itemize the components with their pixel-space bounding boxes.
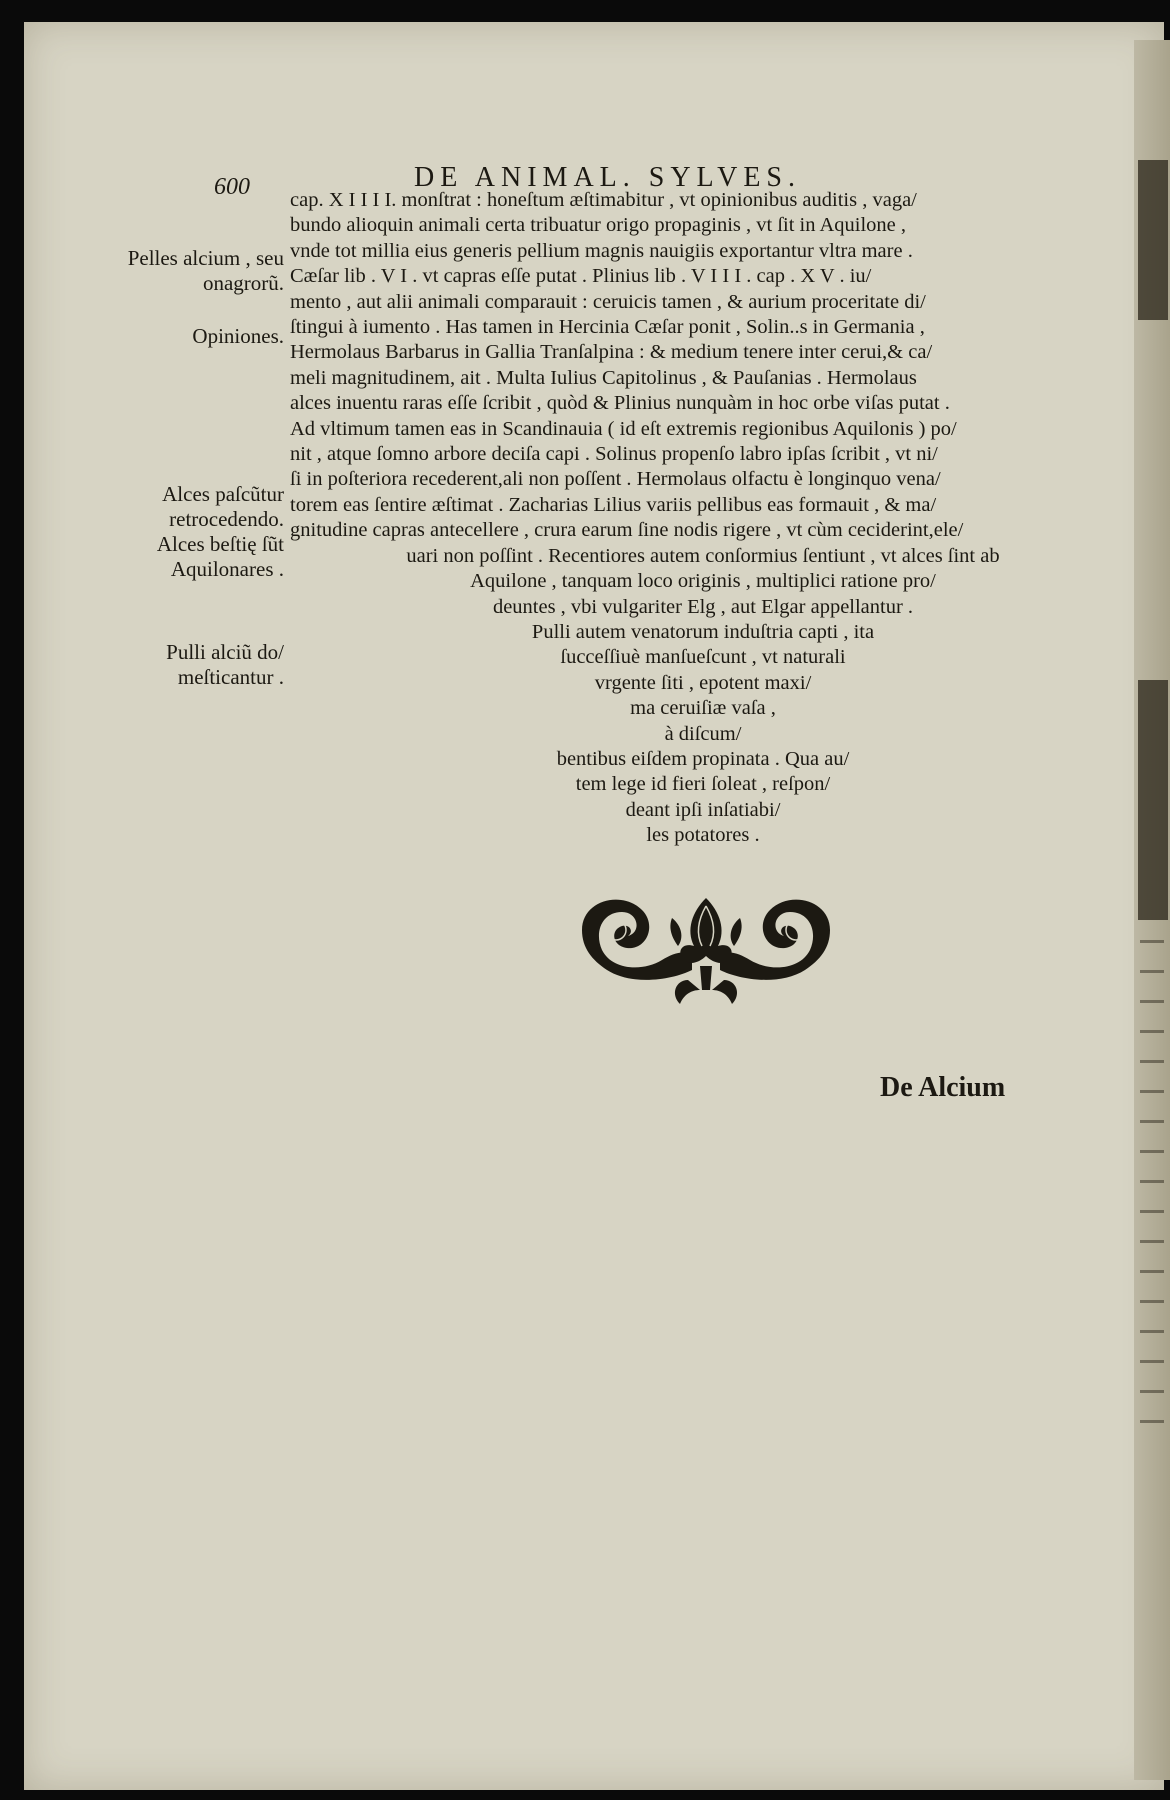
taper-line: vrgente ſiti , epotent maxi/: [594, 671, 812, 694]
taper-line: Pulli autem venatorum induſtria capti , ita: [531, 620, 875, 643]
taper-line: uari non poſſint . Recentiores autem conſormius ſentiunt , vt alces ſint ab: [406, 544, 1000, 567]
text-line: alces inuentu raras eſſe ſcribit , quòd & Plinius nunquàm in hoc orbe viſas putat .: [290, 392, 950, 415]
catchword: De Alcium: [880, 1072, 1006, 1103]
text-line: torem eas ſentire æſtimat . Zacharias Lilius variis pellibus eas formauit , & ma/: [290, 493, 937, 516]
taper-line: tem lege id fieri ſoleat , reſpon/: [575, 773, 831, 796]
text-line: gnitudine capras antecellere , crura earum ſine nodis rigere , vt cùm ceciderint,ele/: [290, 519, 964, 542]
page-number: 600: [214, 174, 250, 200]
text-line: Cæſar lib . V I . vt capras eſſe putat . Plinius lib . V I I I . cap . X V . iu/: [290, 265, 872, 288]
margin-note-pelles: Pelles alcium , seu onagrorũ.: [127, 246, 284, 295]
taper-line: ſucceſſiuè manſueſcunt , vt naturali: [560, 646, 846, 669]
margin-note-pulli: Pulli alciũ do/ meſticantur .: [166, 640, 284, 689]
taper-line: ma ceruiſiæ vaſa ,: [630, 697, 776, 720]
body-text: [290, 188, 1116, 849]
taper-line: deant ipſi inſatiabi/: [625, 798, 781, 821]
taper-line: Aquilone , tanquam loco originis , multiplici ratione pro/: [470, 570, 936, 593]
text-line: nit , atque ſomno arbore deciſa capi . Solinus propenſo labro ipſas ſcribit , vt ni/: [290, 443, 938, 466]
printers-ornament: [572, 890, 840, 1010]
text-line: Hermolaus Barbarus in Gallia Tranſalpina : & medium tenere inter cerui,& ca/: [290, 341, 933, 364]
text-line: Ad vltimum tamen eas in Scandinauia ( id eſt extremis regionibus Aquilonis ) po/: [290, 417, 957, 440]
taper-line: les potatores .: [646, 824, 760, 847]
margin-note-opiniones: Opiniones.: [192, 324, 284, 348]
text-line: bundo alioquin animali certa tribuatur origo propaginis , vt ſit in Aquilone ,: [290, 214, 907, 237]
running-title: DE ANIMAL. SYLVES.: [414, 162, 801, 193]
margin-note-alces-pascuntur: Alces paſcũtur retrocedendo.: [162, 482, 284, 531]
taper-line: deuntes , vbi vulgariter Elg , aut Elgar appellantur .: [492, 595, 914, 618]
text-line: meli magnitudinem, ait . Multa Iulius Capitolinus , & Pauſanias . Hermolaus: [290, 366, 917, 389]
text-line: ſi in poſteriora recederent,ali non poſſent . Hermolaus olfactu è longinquo vena/: [290, 468, 941, 491]
text-line: vnde tot millia eius generis pellium magnis nauigiis exportantur vltra mare .: [290, 239, 913, 262]
margin-note-alces-bestiae: Alces beſtię ſũt Aquilonares .: [156, 532, 284, 581]
taper-line: bentibus eiſdem propinata . Qua au/: [556, 747, 850, 770]
text-line: cap. X I I I I. monſtrat : honeſtum æſtimabitur , vt opinionibus auditis , vaga/: [290, 189, 917, 211]
text-line: mento , aut alii animali comparauit : ceruicis tamen , & aurium proceritate di/: [290, 290, 926, 313]
text-line: ſtingui à iumento . Has tamen in Hercinia Cæſar ponit , Solin..s in Germania ,: [290, 316, 925, 339]
taper-line: à diſcum/: [664, 722, 742, 745]
facing-page-edge: [1134, 40, 1170, 1780]
